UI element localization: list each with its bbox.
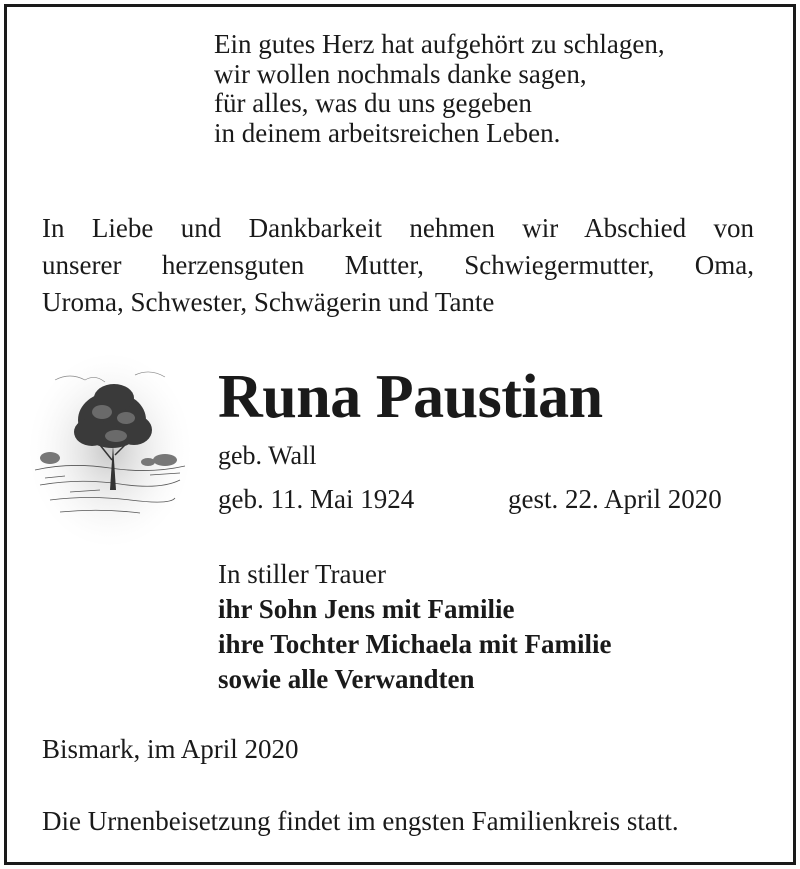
mourning-heading: In stiller Trauer (218, 559, 386, 589)
mourner-line: sowie alle Verwandten (218, 664, 475, 694)
farewell-line: unserer herzensguten Mutter, Schwiegermutter, Oma, (42, 250, 754, 280)
death-date: gest. 22. April 2020 (508, 484, 722, 514)
poem (214, 30, 665, 148)
tree-landscape-illustration (30, 350, 190, 545)
mourner-line: ihre Tochter Michaela mit Familie (218, 629, 612, 659)
poem-line: Ein gutes Herz hat aufgehört zu schlagen, (214, 29, 665, 59)
farewell-line: Uroma, Schwester, Schwägerin und Tante (42, 287, 495, 317)
poem-line: wir wollen nochmals danke sagen, (214, 58, 587, 89)
maiden-name: geb. Wall (218, 441, 317, 470)
farewell-line: In Liebe und Dankbarkeit nehmen wir Abschied von (42, 213, 754, 243)
birth-date: geb. 11. Mai 1924 (218, 484, 415, 514)
farewell-text (42, 210, 754, 321)
mourners (218, 557, 611, 697)
mourner-line: ihr Sohn Jens mit Familie (218, 594, 515, 624)
poem-line: in deinem arbeitsreichen Leben. (214, 117, 561, 148)
poem-line: für alles, was du uns gegeben (214, 88, 532, 118)
burial-notice: Die Urnenbeisetzung findet im engsten Familienkreis statt. (42, 806, 679, 836)
place-date: Bismark, im April 2020 (42, 734, 299, 764)
deceased-name: Runa Paustian (218, 363, 603, 431)
